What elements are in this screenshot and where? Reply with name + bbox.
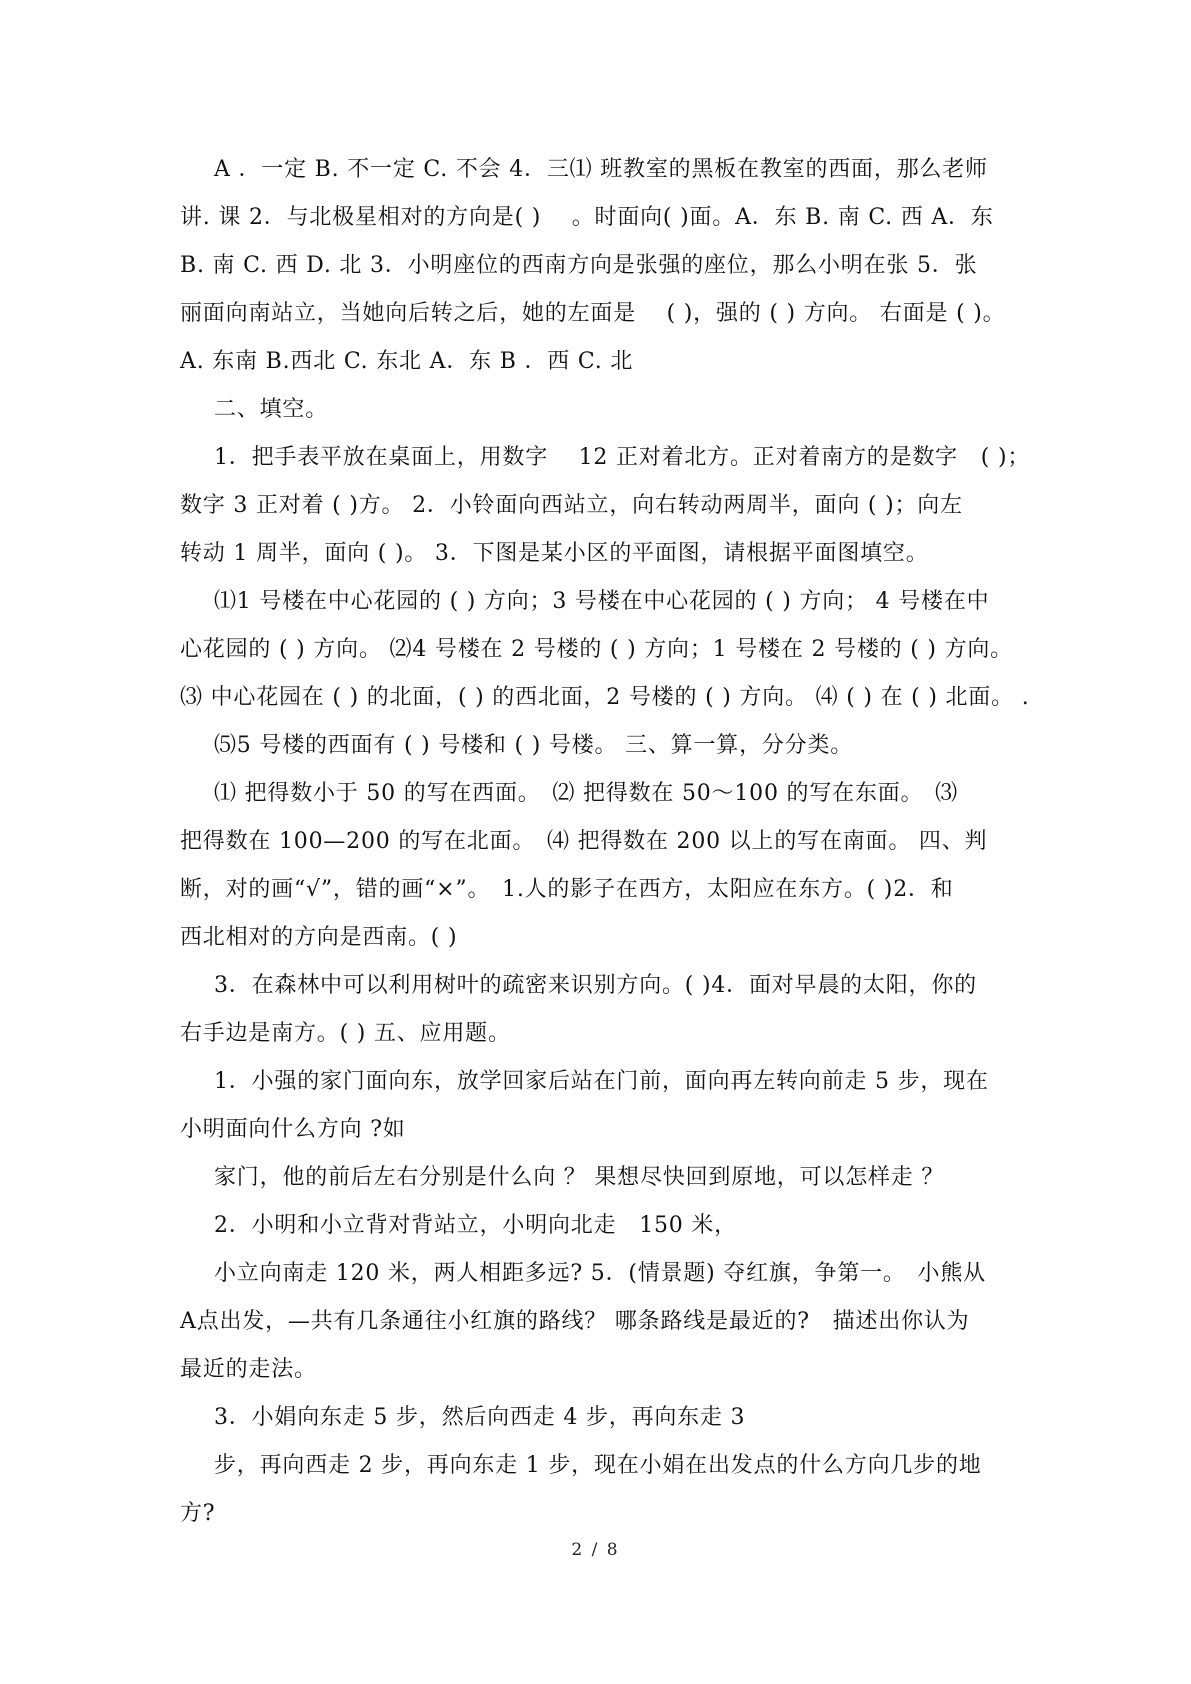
text-line-3: B. 南 C. 西 D. 北 3．小明座位的西南方向是张强的座位，那么小明在张 5．张 [180,253,978,278]
text-line-22: 家门，他的前后左右分别是什么向 ？ 果想尽快回到原地，可以怎样走 ？ [214,1165,945,1190]
text-line-5: A. 东南 B.西北 C. 东北 A．东 B ．西 C. 北 [180,349,634,374]
text-line-14: ⑴ 把得数小于 50 的写在西面。 ⑵ 把得数在 50～100 的写在东面。 ⑶ [214,781,958,806]
text-line-28: 步，再向西走 2 步，再向东走 1 步，现在小娟在出发点的什么方向几步的地 [214,1453,982,1478]
section-heading-fill-in: 二、填空。 [214,397,329,422]
text-line-9: 转动 1 周半，面向 ( )。 3．下图是某小区的平面图，请根据平面图填空。 [180,541,929,566]
page-number: 2 / 8 [571,1540,620,1560]
page-content [180,146,1031,1538]
text-line-18: 3．在森林中可以利用树叶的疏密来识别方向。( )4．面对早晨的太阳，你的 [214,973,977,998]
text-line-24: 小立向南走 120 米，两人相距多远? 5．(情景题) 夺红旗，争第一。 小熊从 [214,1261,986,1286]
text-line-1: A ．一定 B. 不一定 C. 不会 4．三⑴ 班教室的黑板在教室的西面，那么老师 [214,157,988,182]
text-line-17: 西北相对的方向是西南。( ) [180,925,458,950]
text-line-27: 3．小娟向东走 5 步，然后向西走 4 步，再向东走 3 [214,1405,746,1430]
text-line-4: 丽面向南站立，当她向后转之后，她的左面是 ( )，强的 ( ) 方向。 右面是 ( )。 [180,301,1006,326]
text-line-2: 讲. 课 2．与北极星相对的方向是( ) 。时面向( )面。A．东 B. 南 C. 西 A．东 [180,205,994,230]
text-line-8: 数字 3 正对着 ( )方。 2．小铃面向西站立，向右转动两周半，面向 ( )；向左 [180,493,963,518]
text-line-23: 2．小明和小立背对背站立，小明向北走 150 米， [214,1213,737,1238]
text-line-21: 小明面向什么方向 ?如 [180,1117,406,1142]
text-line-15: 把得数在 100—200 的写在北面。 ⑷ 把得数在 200 以上的写在南面。 四、判 [180,829,988,854]
text-line-11: 心花园的 ( ) 方向。 ⑵4 号楼在 2 号楼的 ( ) 方向；1 号楼在 2 号楼的 ( ) 方向。 [180,637,1013,662]
text-line-7: 1．把手表平放在桌面上，用数字 12 正对着北方。正对着南方的是数字 ( )； [214,445,1031,470]
text-line-19: 右手边是南方。( ) 五、应用题。 [180,1021,511,1046]
text-line-16: 断，对的画“√”，错的画“×”。 1.人的影子在西方，太阳应在东方。( )2．和 [180,877,954,902]
text-line-12: ⑶ 中心花园在 ( ) 的北面，( ) 的西北面，2 号楼的 ( ) 方向。 ⑷ ( ) 在 ( ) 北面。 . [180,685,1030,710]
text-line-20: 1．小强的家门面向东，放学回家后站在门前，面向再左转向前走 5 步，现在 [214,1069,989,1094]
text-line-25: A点出发，—共有几条通往小红旗的路线？ 哪条路线是最近的? 描述出你认为 [180,1309,970,1334]
text-line-13: ⑸5 号楼的西面有 ( ) 号楼和 ( ) 号楼。 三、算一算，分分类。 [214,733,854,758]
text-line-29: 方? [180,1501,216,1526]
text-line-10: ⑴1 号楼在中心花园的 ( ) 方向；3 号楼在中心花园的 ( ) 方向； 4 号楼在中 [214,589,990,614]
text-line-26: 最近的走法。 [180,1357,317,1382]
